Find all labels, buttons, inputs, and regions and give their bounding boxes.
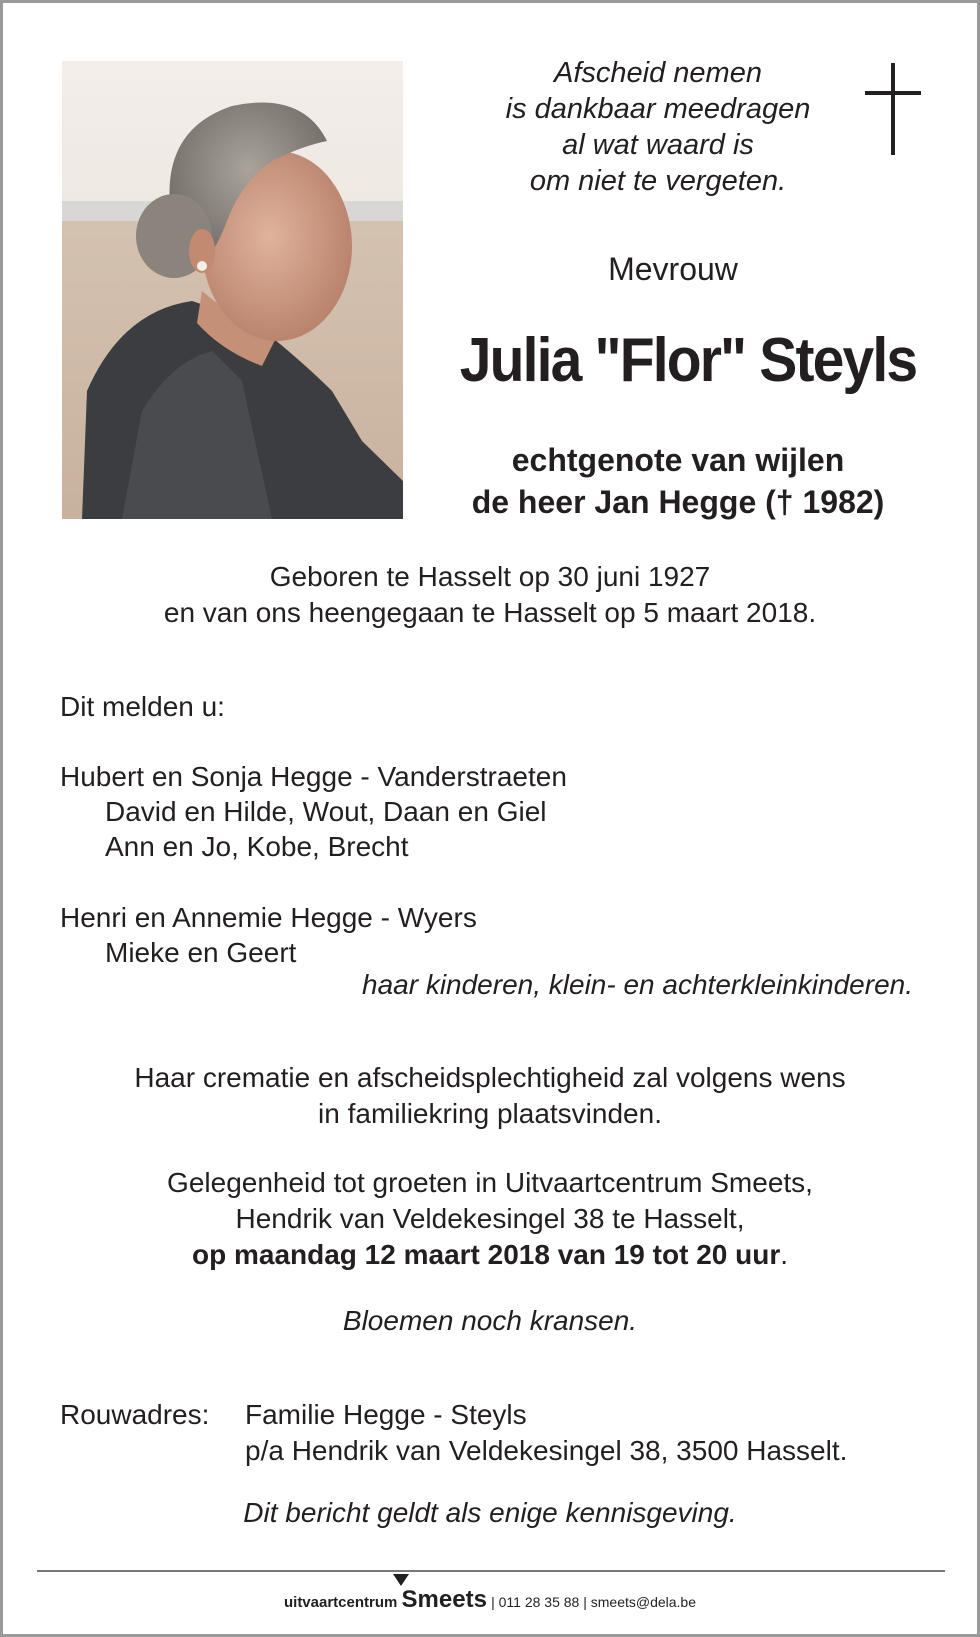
- latin-cross-icon: [865, 63, 923, 163]
- footer-divider: [37, 1570, 945, 1572]
- visit-date: op maandag 12 maart 2018 van 19 tot 20 uur: [191, 1239, 781, 1270]
- family-member: David en Hilde, Wout, Daan en Giel: [105, 796, 547, 827]
- spouse-info: [413, 439, 943, 523]
- visit-date-line: [3, 1237, 977, 1273]
- death-line: en van ons heengegaan te Hasselt op 5 maart 2018.: [163, 597, 817, 628]
- notice-line: [3, 1495, 977, 1531]
- notice-text: Dit bericht geldt als enige kennisgeving.: [243, 1497, 737, 1528]
- family-head: Henri en Annemie Hegge - Wyers: [60, 902, 477, 933]
- flowers-note: [3, 1303, 977, 1339]
- announce-line: [60, 689, 225, 724]
- cremation-line: in familiekring plaatsvinden.: [318, 1098, 662, 1129]
- mourning-address-label: Rouwadres:: [60, 1399, 210, 1430]
- mourning-address-line: Familie Hegge - Steyls: [245, 1399, 527, 1430]
- relation-line: haar kinderen, klein- en achterkleinkinderen.: [362, 969, 913, 1000]
- mourning-address: [60, 1397, 847, 1469]
- footer: [3, 1586, 977, 1614]
- cremation-info: [3, 1060, 977, 1132]
- verse-line: Afscheid nemen: [554, 57, 762, 89]
- visitation-info: [3, 1165, 977, 1273]
- verse-line: al wat waard is: [562, 129, 754, 161]
- footer-prefix: uitvaartcentrum: [283, 1594, 398, 1611]
- verse-line: om niet te vergeten.: [529, 165, 787, 197]
- birth-line: Geboren te Hasselt op 30 juni 1927: [269, 561, 711, 592]
- deceased-name: Julia "Flor" Steyls: [459, 326, 917, 395]
- family-member: Mieke en Geert: [105, 937, 297, 968]
- salutation: Mevrouw: [608, 251, 738, 287]
- family-head: Hubert en Sonja Hegge - Vanderstraeten: [60, 761, 567, 792]
- portrait-photo: [62, 61, 403, 519]
- visit-line: Gelegenheid tot groeten in Uitvaartcentrum Smeets,: [167, 1167, 813, 1198]
- verse-line: is dankbaar meedragen: [505, 93, 811, 125]
- cremation-line: Haar crematie en afscheidsplechtigheid zal volgens wens: [134, 1062, 846, 1093]
- verse: [433, 55, 883, 199]
- spouse-line: de heer Jan Hegge († 1982): [471, 484, 885, 520]
- mourning-address-line: p/a Hendrik van Veldekesingel 38, 3500 Hasselt.: [245, 1435, 848, 1466]
- birth-death-info: [3, 559, 977, 631]
- visit-date-end: .: [780, 1239, 788, 1270]
- footer-contact: | 011 28 35 88 | smeets@dela.be: [491, 1594, 697, 1610]
- family-group: [60, 759, 567, 864]
- portrait-illustration: [62, 61, 403, 519]
- family-group: [60, 900, 477, 970]
- footer-brand: Smeets: [401, 1586, 487, 1613]
- mourning-address-row: [60, 1397, 847, 1433]
- triangle-pointer-icon: [393, 1574, 409, 1586]
- flowers-text: Bloemen noch kransen.: [342, 1305, 638, 1336]
- spouse-line: echtgenote van wijlen: [511, 442, 845, 478]
- announce-text: Dit melden u:: [60, 691, 225, 722]
- family-member: Ann en Jo, Kobe, Brecht: [105, 831, 409, 862]
- visit-line: Hendrik van Veldekesingel 38 te Hasselt,: [235, 1203, 745, 1234]
